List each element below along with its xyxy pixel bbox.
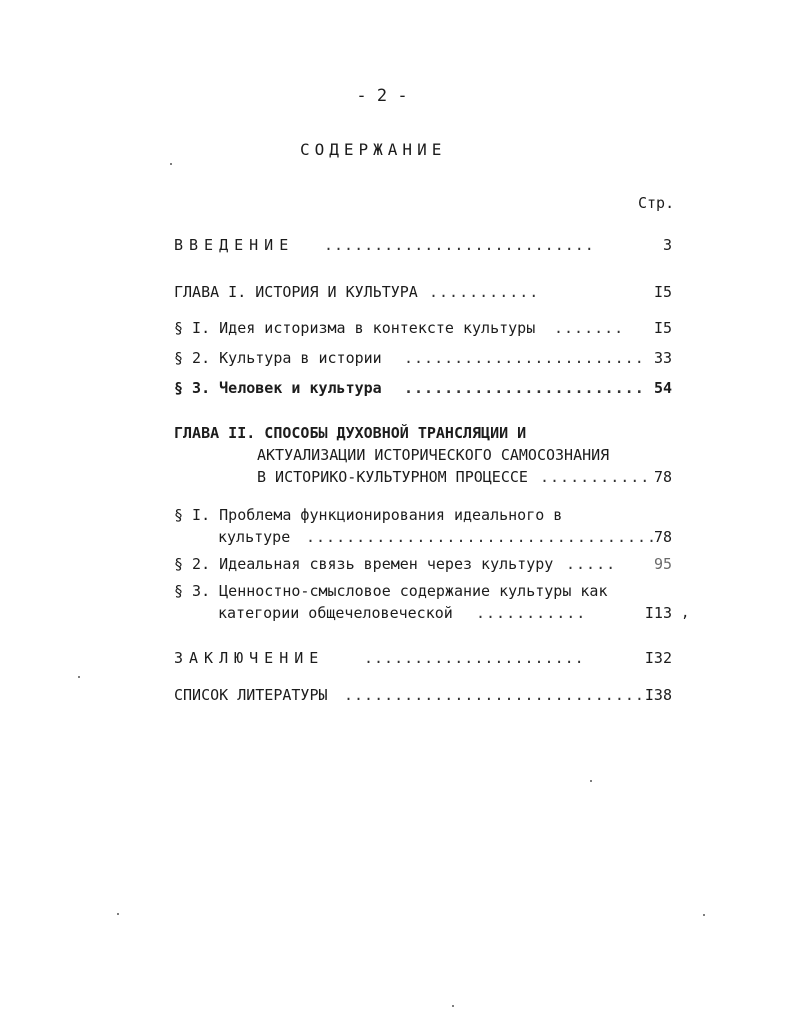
toc-entry-section-2-2: [174, 555, 672, 573]
leader-dots: ......................: [364, 649, 585, 667]
toc-entry-page: 78: [653, 468, 672, 486]
toc-entry-page: 78: [653, 528, 672, 546]
toc-entry-section-1-3: [174, 379, 672, 397]
toc-entry-conclusion: [174, 649, 672, 667]
scan-speck: [703, 914, 705, 916]
toc-entry-title: ЗАКЛЮЧЕНИЕ: [174, 649, 325, 667]
toc-entry-page: I32: [644, 649, 672, 667]
toc-entry-section-1-1: [174, 319, 672, 337]
page-number: - 2 -: [356, 86, 408, 106]
leader-dots: ...........................: [324, 236, 595, 254]
toc-entry-title: ВВЕДЕНИЕ: [174, 236, 295, 254]
toc-entry-title: категории общечеловеческой: [218, 604, 453, 622]
toc-entry-page: I13: [644, 604, 672, 622]
scan-speck: [452, 1005, 454, 1007]
toc-entry-continuation: АКТУАЛИЗАЦИИ ИСТОРИЧЕСКОГО САМОСОЗНАНИЯ: [257, 446, 610, 464]
toc-entry-title: В ИСТОРИКО-КУЛЬТУРНОМ ПРОЦЕССЕ: [257, 468, 528, 486]
leader-dots: ...........: [476, 604, 587, 622]
toc-entry-page: 54: [653, 379, 672, 397]
toc-entry-page: I38: [644, 686, 672, 704]
toc-entry-chapter-1: [174, 283, 672, 301]
scan-speck: [170, 163, 172, 165]
toc-entry-chapter-2-last-line: [257, 468, 672, 486]
toc-entry-page: 95: [653, 555, 672, 573]
toc-entry-page: I5: [653, 319, 672, 337]
toc-entry-title: § 3. Ценностно-смысловое содержание культуры как: [174, 582, 608, 600]
toc-entry-section-2-1-last-line: [218, 528, 672, 546]
toc-entry-chapter-2: [174, 424, 672, 442]
scan-speck: [590, 780, 592, 782]
toc-entry-section-2-3: [174, 582, 672, 600]
leader-dots: ........................: [404, 349, 645, 367]
scan-speck: [117, 913, 119, 915]
leader-dots: ...........: [429, 283, 540, 301]
toc-entry-title: СПИСОК ЛИТЕРАТУРЫ: [174, 686, 328, 704]
toc-entry-section-2-1: [174, 506, 672, 524]
leader-dots: ..............................: [344, 686, 645, 704]
toc-entry-introduction: [174, 236, 672, 254]
stray-mark: ,: [681, 605, 690, 621]
page-column-label: Стр.: [638, 194, 675, 212]
toc-entry-title: § I. Проблема функционирования идеального в: [174, 506, 563, 524]
toc-entry-title: § 3. Человек и культура: [174, 379, 382, 397]
toc-entry-title: § 2. Культура в истории: [174, 349, 382, 367]
toc-entry-bibliography: [174, 686, 672, 704]
toc-entry-title: § I. Идея историзма в контексте культуры: [174, 319, 536, 337]
toc-entry-title: культуре: [218, 528, 291, 546]
toc-entry-title: ГЛАВА II. СПОСОБЫ ДУХОВНОЙ ТРАНСЛЯЦИИ И: [174, 424, 527, 442]
leader-dots: ........................: [404, 379, 645, 397]
toc-entry-page: I5: [653, 283, 672, 301]
toc-entry-section-1-2: [174, 349, 672, 367]
leader-dots: ...........: [540, 468, 651, 486]
leader-dots: .......: [554, 319, 625, 337]
scan-speck: [78, 676, 80, 678]
leader-dots: ...................................: [306, 528, 658, 546]
toc-entry-page: 3: [662, 236, 672, 254]
leader-dots: .....: [566, 555, 617, 573]
toc-entry-title: § 2. Идеальная связь времен через культуру: [174, 555, 554, 573]
toc-entry-section-2-3-last-line: [218, 604, 672, 622]
toc-title: СОДЕРЖАНИЕ: [300, 140, 447, 159]
toc-entry-page: 33: [653, 349, 672, 367]
toc-entry-title: ГЛАВА I. ИСТОРИЯ И КУЛЬТУРА: [174, 283, 418, 301]
